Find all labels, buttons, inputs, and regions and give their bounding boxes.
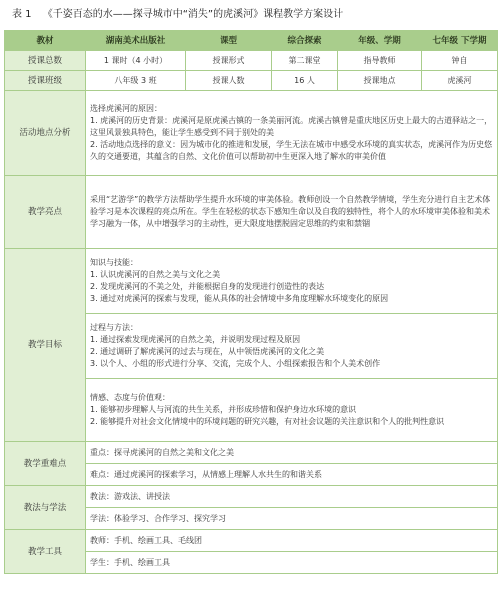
value-teaching-form: 第二课堂 xyxy=(272,51,338,71)
header-cell-grade-value: 七年级 下学期 xyxy=(422,31,498,51)
methods-teaching: 教法：游戏法、讲授法 xyxy=(86,486,498,508)
table-caption xyxy=(0,0,501,30)
key-points-focus: 重点：探寻虎溪河的自然之美和文化之美 xyxy=(86,442,498,464)
table-row xyxy=(5,91,498,176)
label-key-points: 教学重难点 xyxy=(5,442,86,486)
key-points-difficulty: 难点：通过虎溪河的探索学习，从情感上理解人水共生的和谐关系 xyxy=(86,464,498,486)
header-cell-publisher: 湖南美术出版社 xyxy=(86,31,186,51)
goals-values-item-2: 2. 能够提升对社会文化情境中的环境问题的研究兴趣，有对社会议题的关注意识和个人的批判性意识 xyxy=(90,417,445,426)
header-cell-grade: 年级、学期 xyxy=(338,31,422,51)
label-instructor: 指导教师 xyxy=(338,51,422,71)
table-row xyxy=(5,249,498,314)
goals-values xyxy=(86,379,498,442)
site-analysis-heading: 选择虎溪河的原因： xyxy=(90,104,162,113)
site-analysis-item-1: 1. 虎溪河的历史背景：虎溪河是原虎溪古镇的一条美丽河流。虎溪古镇曾是重庆地区历史上最大的古道驿站之一，这里风景独具特色，能让学生感受到不同于别处的美 xyxy=(90,116,493,137)
label-tools: 教学工具 xyxy=(5,530,86,574)
goals-knowledge xyxy=(86,249,498,314)
header-cell-lesson-type: 课型 xyxy=(186,31,272,51)
methods-learning: 学法：体验学习、合作学习、探究学习 xyxy=(86,508,498,530)
value-instructor: 钟自 xyxy=(422,51,498,71)
table-row xyxy=(5,71,498,91)
goals-process-item-3: 3. 以个人、小组的形式进行分享、交流，完成个人、小组探索报告和个人美术创作 xyxy=(90,359,381,368)
label-teaching-goals: 教学目标 xyxy=(5,249,86,442)
goals-values-heading: 情感、态度与价值观： xyxy=(90,393,170,402)
tools-teacher: 教师：手机、绘画工具、毛线团 xyxy=(86,530,498,552)
table-row xyxy=(5,530,498,552)
goals-process xyxy=(86,314,498,379)
goals-values-item-1: 1. 能够初步理解人与河流的共生关系，并形成珍惜和保护身边水环境的意识 xyxy=(90,405,357,414)
goals-process-item-2: 2. 通过调研了解虎溪河的过去与现在，从中领悟虎溪河的文化之美 xyxy=(90,347,325,356)
goals-knowledge-item-2: 2. 发现虎溪河的不美之处，并能根据自身的发现进行创造性的表达 xyxy=(90,282,325,291)
table-row xyxy=(5,442,498,464)
highlights-text: 采用“艺游学”的教学方法帮助学生提升水环境的审美体验。教师创设一个自然教学情境，学生充分进行自主艺术体验学习是本次课程的亮点所在。学生在轻松的状态下感知生命以及自我的独特性，将个人的水环境审美体验和美术学习融为一体，从中增强学习的主动性，更大限度地摆脱固定思维的约束和禁锢 xyxy=(90,195,491,228)
table-row xyxy=(5,51,498,71)
value-total-hours: 1 课时（4 小时） xyxy=(86,51,186,71)
label-class: 授课班级 xyxy=(5,71,86,91)
table-row xyxy=(5,176,498,249)
goals-knowledge-item-3: 3. 通过对虎溪河的探索与发现，能从具体的社会情境中多角度理解水环境变化的原因 xyxy=(90,294,389,303)
table-row xyxy=(5,486,498,508)
goals-process-heading: 过程与方法： xyxy=(90,323,138,332)
label-teaching-form: 授课形式 xyxy=(186,51,272,71)
value-class: 八年级 3 班 xyxy=(86,71,186,91)
value-location: 虎溪河 xyxy=(422,71,498,91)
highlights-content xyxy=(86,176,498,249)
header-cell-lesson-type-value: 综合探索 xyxy=(272,31,338,51)
header-cell-textbook: 教材 xyxy=(5,31,86,51)
table-number: 表 1 xyxy=(12,9,32,20)
header-row xyxy=(5,31,498,51)
label-methods: 教法与学法 xyxy=(5,486,86,530)
goals-process-item-1: 1. 通过探索发现虎溪河的自然之美，并说明发现过程及原因 xyxy=(90,335,301,344)
tools-student: 学生：手机、绘画工具 xyxy=(86,552,498,574)
label-student-count: 授课人数 xyxy=(186,71,272,91)
site-analysis-item-2: 2. 活动地点选择的意义：因为城市化的推进和发展，学生无法在城市中感受水环境的真实状态，虎溪河作为历史悠久的交通要道，其蕴含的自然、文化价值可以帮助初中生更深入地了解水的审美价值 xyxy=(90,140,493,161)
label-highlights: 教学亮点 xyxy=(5,176,86,249)
goals-knowledge-item-1: 1. 认识虎溪河的自然之美与文化之美 xyxy=(90,270,221,279)
value-student-count: 16 人 xyxy=(272,71,338,91)
table-title: 《千姿百态的水——探寻城市中“消失”的虎溪河》课程教学方案设计 xyxy=(42,9,344,20)
label-total-hours: 授课总数 xyxy=(5,51,86,71)
label-location: 授课地点 xyxy=(338,71,422,91)
site-analysis-content xyxy=(86,91,498,176)
goals-knowledge-heading: 知识与技能： xyxy=(90,258,138,267)
label-site-analysis: 活动地点分析 xyxy=(5,91,86,176)
lesson-plan-table xyxy=(4,30,498,574)
